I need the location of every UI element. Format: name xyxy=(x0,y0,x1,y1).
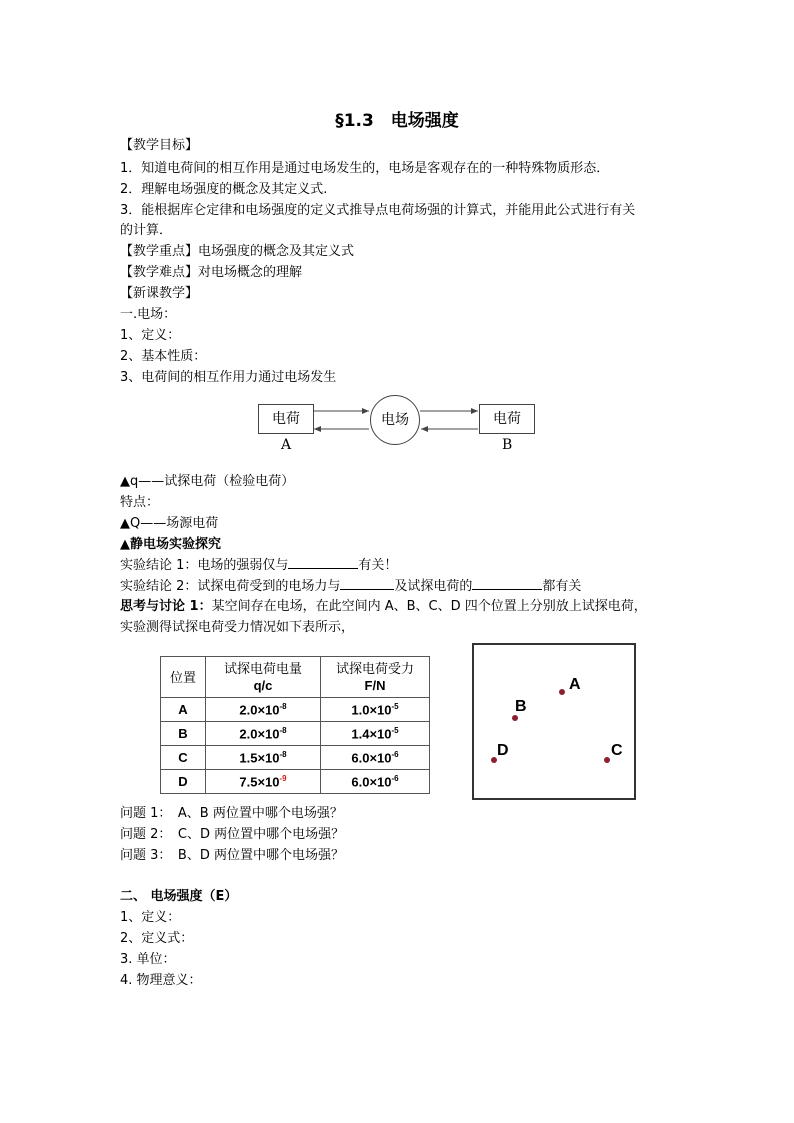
diagram-arrows xyxy=(0,0,794,470)
goal-item-1: 1．知道电荷间的相互作用是通过电场发生的，电场是客观存在的一种特殊物质形态． xyxy=(120,161,610,176)
question-1: 问题 1： A、B 两位置中哪个电场强？ xyxy=(120,806,343,821)
label-b: B xyxy=(502,437,513,453)
cell-position: A xyxy=(161,698,206,722)
conclusion-2-mid: 及试探电荷的 xyxy=(394,579,473,594)
table-row xyxy=(161,770,430,794)
cell-charge: $7.5\times 10^{-9}$ xyxy=(206,770,321,794)
discussion-label: 思考与讨论 1： xyxy=(120,599,212,614)
conclusion-2-end: 都有关 xyxy=(542,579,582,594)
section2-item-3: 3. 单位： xyxy=(120,952,176,967)
conclusion-1-end: 有关！ xyxy=(358,558,398,573)
point-c-label: C xyxy=(611,742,623,759)
discussion xyxy=(120,598,647,616)
point-c-dot xyxy=(604,757,610,763)
section2-item-4: 4. 物理意义： xyxy=(120,973,202,988)
discussion-cont: 实验测得试探电荷受力情况如下表所示， xyxy=(120,620,355,635)
cell-charge: $2.0\times 10^{-8}$ xyxy=(206,698,321,722)
section2-item-2: 2、定义式： xyxy=(120,931,194,946)
key-point-label: 【教学重点】 xyxy=(120,244,199,259)
discussion-text: 某空间存在电场，在此空间内 A、B、C、D 四个位置上分别放上试探电荷， xyxy=(211,599,647,614)
conclusion-2-text: 实验结论 2：试探电荷受到的电场力与 xyxy=(120,579,341,594)
table-header-row xyxy=(161,657,430,698)
header-force: 试探电荷受力 F/N xyxy=(321,657,430,698)
source-charge-note: ▲Q——场源电荷 xyxy=(120,516,219,531)
cell-charge: $2.0\times 10^{-8}$ xyxy=(206,722,321,746)
test-charge-note: ▲q——试探电荷（检验电荷） xyxy=(120,474,295,489)
point-d-label: D xyxy=(497,742,509,759)
conclusion-1 xyxy=(120,556,397,575)
blank-2 xyxy=(340,577,394,590)
header-position: 位置 xyxy=(161,657,206,698)
goal-item-3-cont: 的计算． xyxy=(120,223,173,238)
section1-heading: 一.电场： xyxy=(120,307,177,322)
section1-item-3: 3、电荷间的相互作用力通过电场发生 xyxy=(120,370,337,385)
cell-force: $1.0\times 10^{-5}$ xyxy=(321,698,430,722)
cell-force: $6.0\times 10^{-6}$ xyxy=(321,746,430,770)
charge-box-a: 电荷 xyxy=(258,404,314,434)
cell-charge: $1.5\times 10^{-8}$ xyxy=(206,746,321,770)
cell-position: B xyxy=(161,722,206,746)
goal-item-3: 3．能根据库仑定律和电场强度的定义式推导点电荷场强的计算式，并能用此公式进行有关 xyxy=(120,203,636,218)
table-row xyxy=(161,698,430,722)
page-title: §1.3 电场强度 xyxy=(335,111,459,131)
difficulty-text: 对电场概念的理解 xyxy=(198,265,303,280)
cell-position: D xyxy=(161,770,206,794)
point-a-label: A xyxy=(569,676,581,693)
key-point-text: 电场强度的概念及其定义式 xyxy=(198,244,355,259)
goals-heading: 【教学目标】 xyxy=(120,138,199,153)
conclusion-1-text: 实验结论 1：电场的强弱仅与 xyxy=(120,558,289,573)
position-figure xyxy=(472,643,636,800)
blank-1 xyxy=(288,556,358,569)
table-row xyxy=(161,722,430,746)
section1-item-2: 2、基本性质： xyxy=(120,349,207,364)
field-circle: 电场 xyxy=(370,395,420,445)
conclusion-2 xyxy=(120,577,581,596)
blank-3 xyxy=(472,577,542,590)
features-label: 特点： xyxy=(120,495,160,510)
section1-item-1: 1、定义： xyxy=(120,328,181,343)
new-lesson-heading: 【新课教学】 xyxy=(120,286,199,301)
section2-item-1: 1、定义： xyxy=(120,910,181,925)
label-a: A xyxy=(281,437,292,453)
point-b-label: B xyxy=(515,698,527,715)
cell-position: C xyxy=(161,746,206,770)
section2-heading: 二、 电场强度（E） xyxy=(120,889,238,904)
goal-item-2: 2．理解电场强度的概念及其定义式. xyxy=(120,182,328,197)
cell-force: $6.0\times 10^{-6}$ xyxy=(321,770,430,794)
measurement-table xyxy=(160,656,430,794)
table-row xyxy=(161,746,430,770)
charge-box-b: 电荷 xyxy=(479,404,535,434)
experiment-heading: ▲静电场实验探究 xyxy=(120,537,221,552)
header-charge: 试探电荷电量 q/c xyxy=(206,657,321,698)
question-2: 问题 2： C、D 两位置中哪个电场强？ xyxy=(120,827,345,842)
point-a-dot xyxy=(559,689,565,695)
difficulty-label: 【教学难点】 xyxy=(120,265,199,280)
question-3: 问题 3： B、D 两位置中哪个电场强？ xyxy=(120,848,344,863)
cell-force: $1.4\times 10^{-5}$ xyxy=(321,722,430,746)
